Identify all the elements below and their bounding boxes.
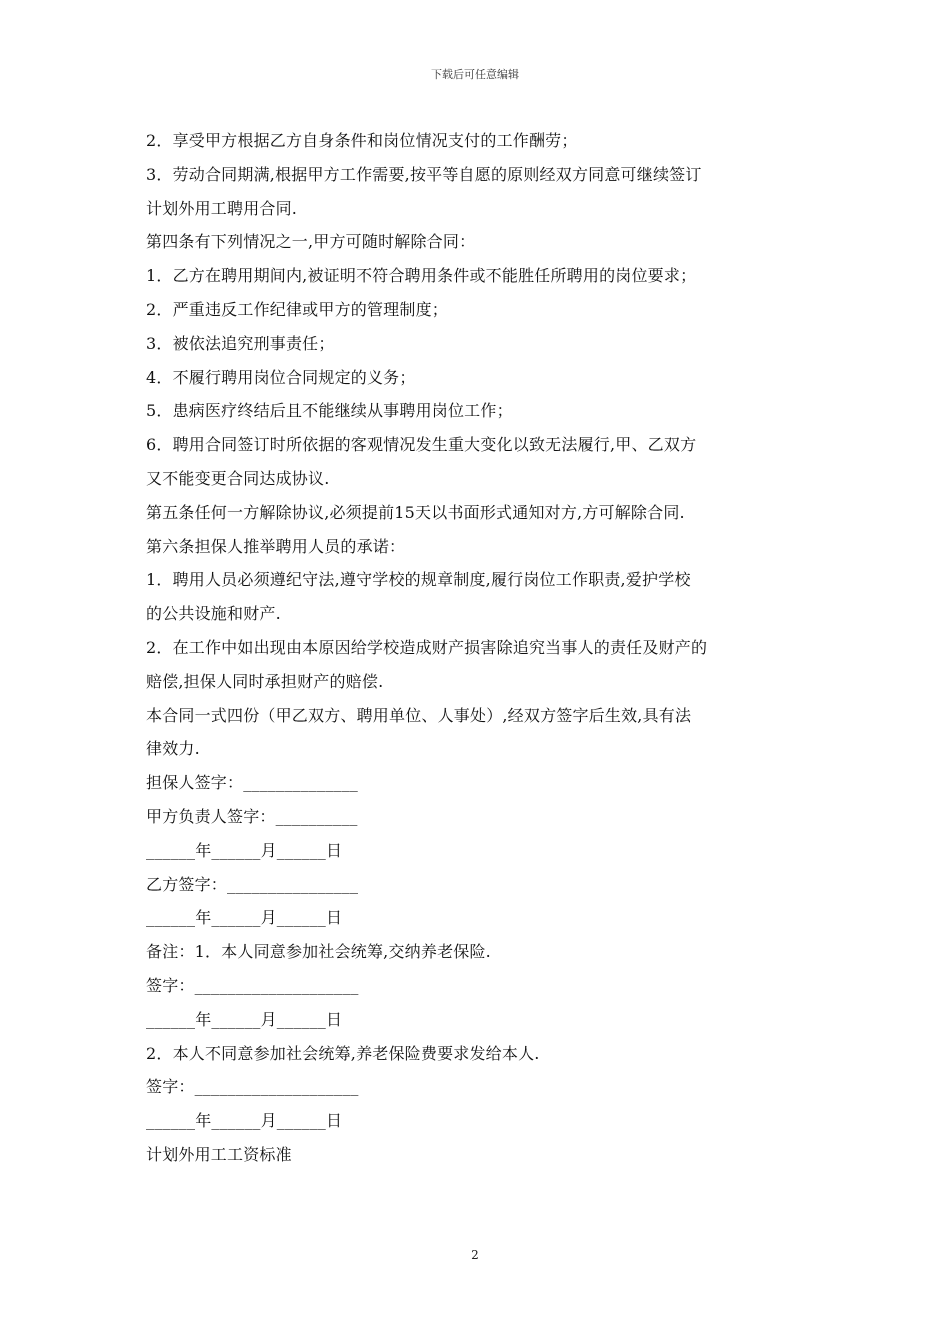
signature-line: 签字：____________________ <box>146 975 359 995</box>
clause-line: 赔偿,担保人同时承担财产的赔偿. <box>146 671 384 691</box>
guarantor-signature-line: 担保人签字：______________ <box>146 773 359 793</box>
clause-line: 2．享受甲方根据乙方自身条件和岗位情况支付的工作酬劳； <box>146 131 578 150</box>
clause-line: 3．被依法追究刑事责任； <box>146 333 335 353</box>
date-line: ______年______月______日 <box>146 1009 343 1029</box>
clause-line: 律效力. <box>146 739 200 759</box>
article-heading: 第五条任何一方解除协议,必须提前15天以书面形式通知对方,方可解除合同. <box>146 502 685 522</box>
article-heading: 第六条担保人推举聘用人员的承诺： <box>146 536 406 556</box>
clause-line: 又不能变更合同达成协议. <box>146 468 330 488</box>
party-a-signature-line: 甲方负责人签字：__________ <box>146 806 358 826</box>
clause-line: 5．患病医疗终结后且不能继续从事聘用岗位工作； <box>146 401 513 421</box>
clause-line: 本合同一式四份（甲乙双方、聘用单位、人事处）,经双方签字后生效,具有法 <box>146 705 692 725</box>
document-body <box>146 124 816 1172</box>
clause-line: 2．在工作中如出现由本原因给学校造成财产损害除追究当事人的责任及财产的 <box>146 637 708 657</box>
clause-line: 1．乙方在聘用期间内,被证明不符合聘用条件或不能胜任所聘用的岗位要求； <box>146 266 697 286</box>
clause-line: 3．劳动合同期满,根据甲方工作需要,按平等自愿的原则经双方同意可继续签订 <box>146 164 702 184</box>
clause-line: 6．聘用合同签订时所依据的客观情况发生重大变化以致无法履行,甲、乙双方 <box>146 435 697 455</box>
clause-line: 1．聘用人员必须遵纪守法,遵守学校的规章制度,履行岗位工作职责,爱护学校 <box>146 570 691 590</box>
remark-line: 备注：1．本人同意参加社会统筹,交纳养老保险. <box>146 942 491 962</box>
party-b-signature-line: 乙方签字：________________ <box>146 874 359 894</box>
page-header: 下载后可任意编辑 <box>431 68 519 81</box>
clause-line: 计划外用工聘用合同. <box>146 198 298 218</box>
page-number: 2 <box>471 1248 479 1262</box>
remark-line: 2．本人不同意参加社会统筹,养老保险费要求发给本人. <box>146 1043 540 1063</box>
article-heading: 第四条有下列情况之一,甲方可随时解除合同： <box>146 232 476 252</box>
date-line: ______年______月______日 <box>146 840 343 860</box>
clause-line: 的公共设施和财产. <box>146 604 281 624</box>
date-line: ______年______月______日 <box>146 908 343 928</box>
signature-line: 签字：____________________ <box>146 1077 359 1097</box>
clause-line: 4．不履行聘用岗位合同规定的义务； <box>146 367 416 387</box>
date-line: ______年______月______日 <box>146 1111 343 1131</box>
section-title: 计划外用工工资标准 <box>146 1144 292 1164</box>
clause-line: 2．严重违反工作纪律或甲方的管理制度； <box>146 299 448 319</box>
